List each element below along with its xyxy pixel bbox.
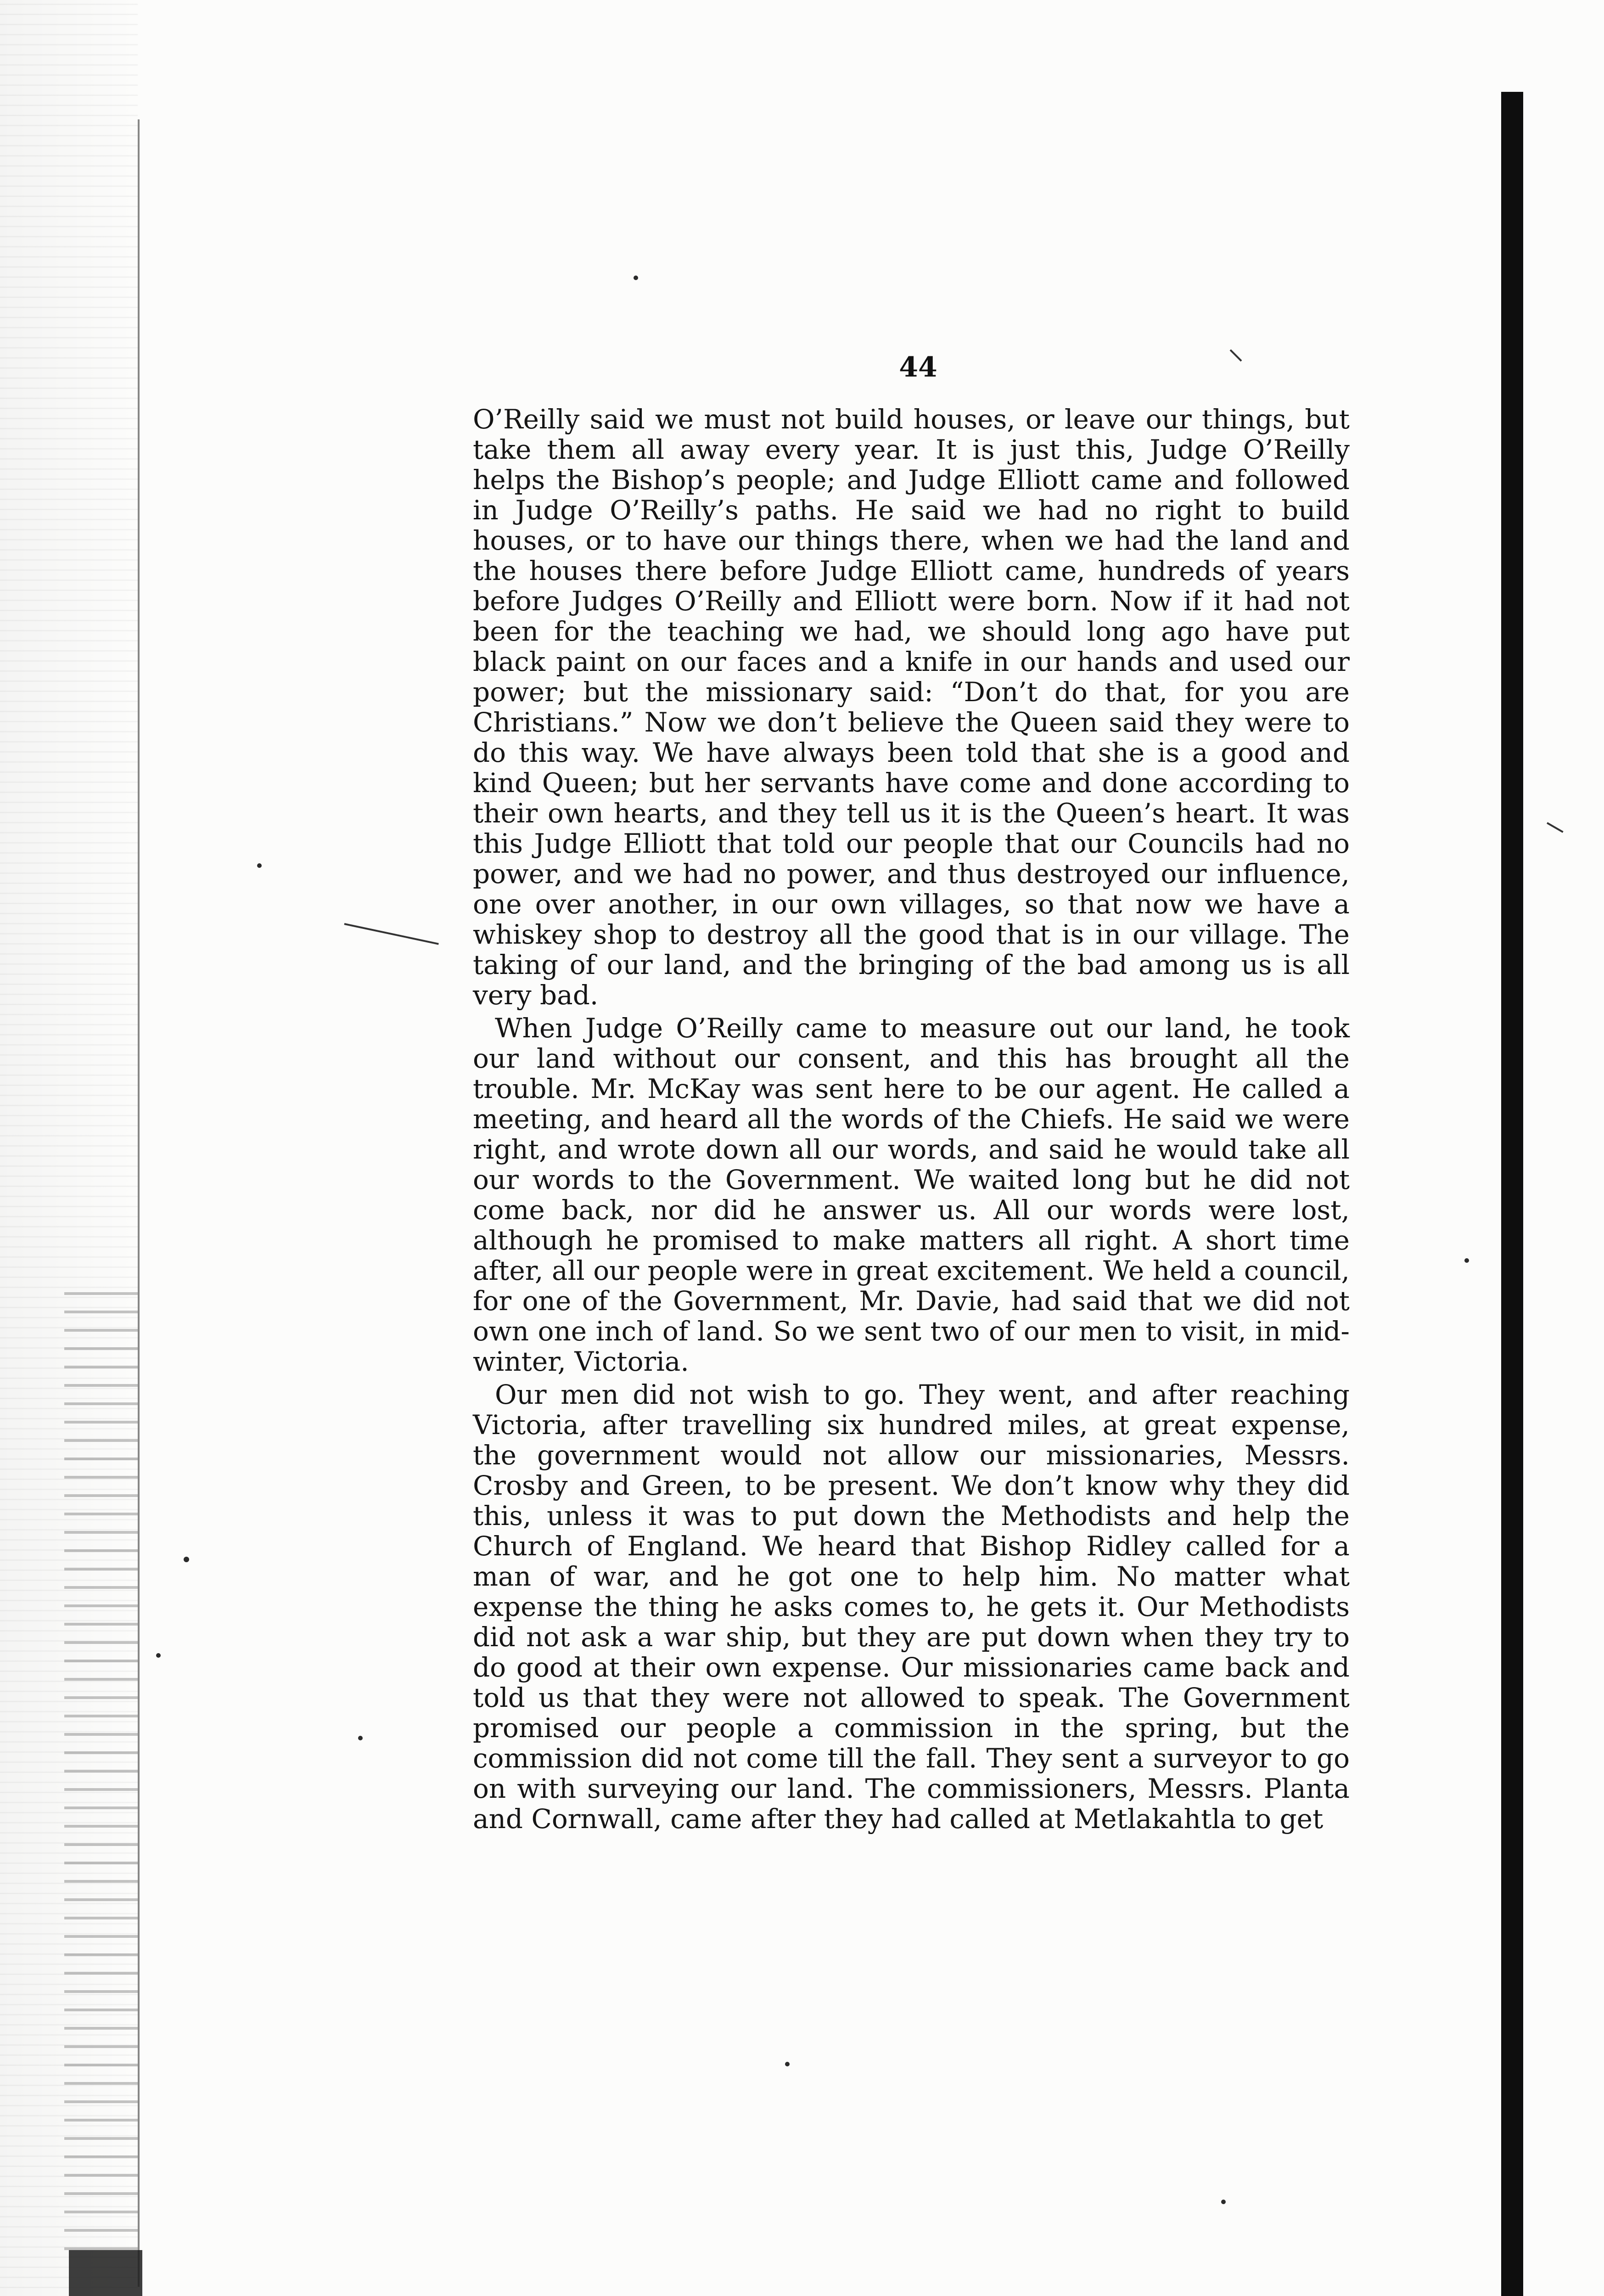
scan-speck (785, 2062, 790, 2066)
paragraph-1: O’Reilly said we must not build houses, or leave our things, but take them all away every year. It is just this, Judge O’Reilly helps the Bishop’s people; and Judge Elliott came and followed in Judge O’Reilly’s paths. He said we had no right to build houses, or to have our things there, when we had the land and the houses there before Judge Elliott came, hundreds of years before Judges O’Reilly and Elliott were born. Now if it had not been for the teaching we had, we should long ago have put black paint on our faces and a knife in our hands and used our power; but the missionary said: “Don’t do that, for you are Christians.” Now we don’t believe the Queen said they were to do this way. We have always been told that she is a good and kind Queen; but her servants have come and done according to their own hearts, and they tell us it is the Queen’s heart. It was this Judge Elliott that told our people that our Councils had no power, and we had no power, and thus destroyed our influence, one over another, in our own villages, so that now we have a whiskey shop to destroy all the good that is in our village. The taking of our land, and the bringing of the bad among us is all very bad. (473, 404, 1350, 1011)
scan-speck (257, 863, 262, 868)
body-text (473, 404, 1350, 1834)
binding-edge (0, 0, 138, 2296)
scan-speck (358, 1736, 363, 1740)
scan-speck (184, 1557, 189, 1562)
binding-dark-block (69, 2250, 142, 2296)
scan-speck (634, 276, 638, 280)
paragraph-3: Our men did not wish to go. They went, and after reaching Victoria, after travelling six hundred miles, at great expense, the government would not allow our missionaries, Messrs. Crosby and Green, to be present. We don’t know why they did this, unless it was to put down the Methodists and help the Church of England. We heard that Bishop Ridley called for a man of war, and he got one to help him. No matter what expense the thing he asks comes to, he gets it. Our Methodists did not ask a war ship, but they are put down when they try to do good at their own expense. Our missionaries came back and told us that they were not allowed to speak. The Government promised our people a commission in the spring, but the commission did not come till the fall. They sent a surveyor to go on with surveying our land. The commissioners, Messrs. Planta and Cornwall, came after they had called at Metlakahtla to get (473, 1379, 1350, 1835)
scan-speck (1464, 1258, 1469, 1263)
paragraph-2: When Judge O’Reilly came to measure out our land, he took our land without our consent, and this has brought all the trouble. Mr. McKay was sent here to be our agent. He called a meeting, and heard all the words of the Chiefs. He said we were right, and wrote down all our words, and said he would take all our words to the Government. We waited long but he did not come back, nor did he answer us. All our words were lost, although he promised to make matters all right. A short time after, all our people were in great excitement. We held a council, for one of the Government, Mr. Davie, had said that we did not own one inch of land. So we sent two of our men to visit, in mid-winter, Victoria. (473, 1013, 1350, 1377)
scan-speck (156, 1653, 161, 1658)
binding-speckle (64, 1286, 138, 2250)
scan-stroke (1230, 349, 1242, 362)
scan-stroke (1547, 822, 1564, 833)
scan-speck (1221, 2200, 1226, 2204)
page-number: 44 (899, 351, 937, 383)
scan-stroke (344, 923, 439, 945)
right-edge-bar (1501, 92, 1523, 2296)
binding-line (138, 119, 140, 2287)
